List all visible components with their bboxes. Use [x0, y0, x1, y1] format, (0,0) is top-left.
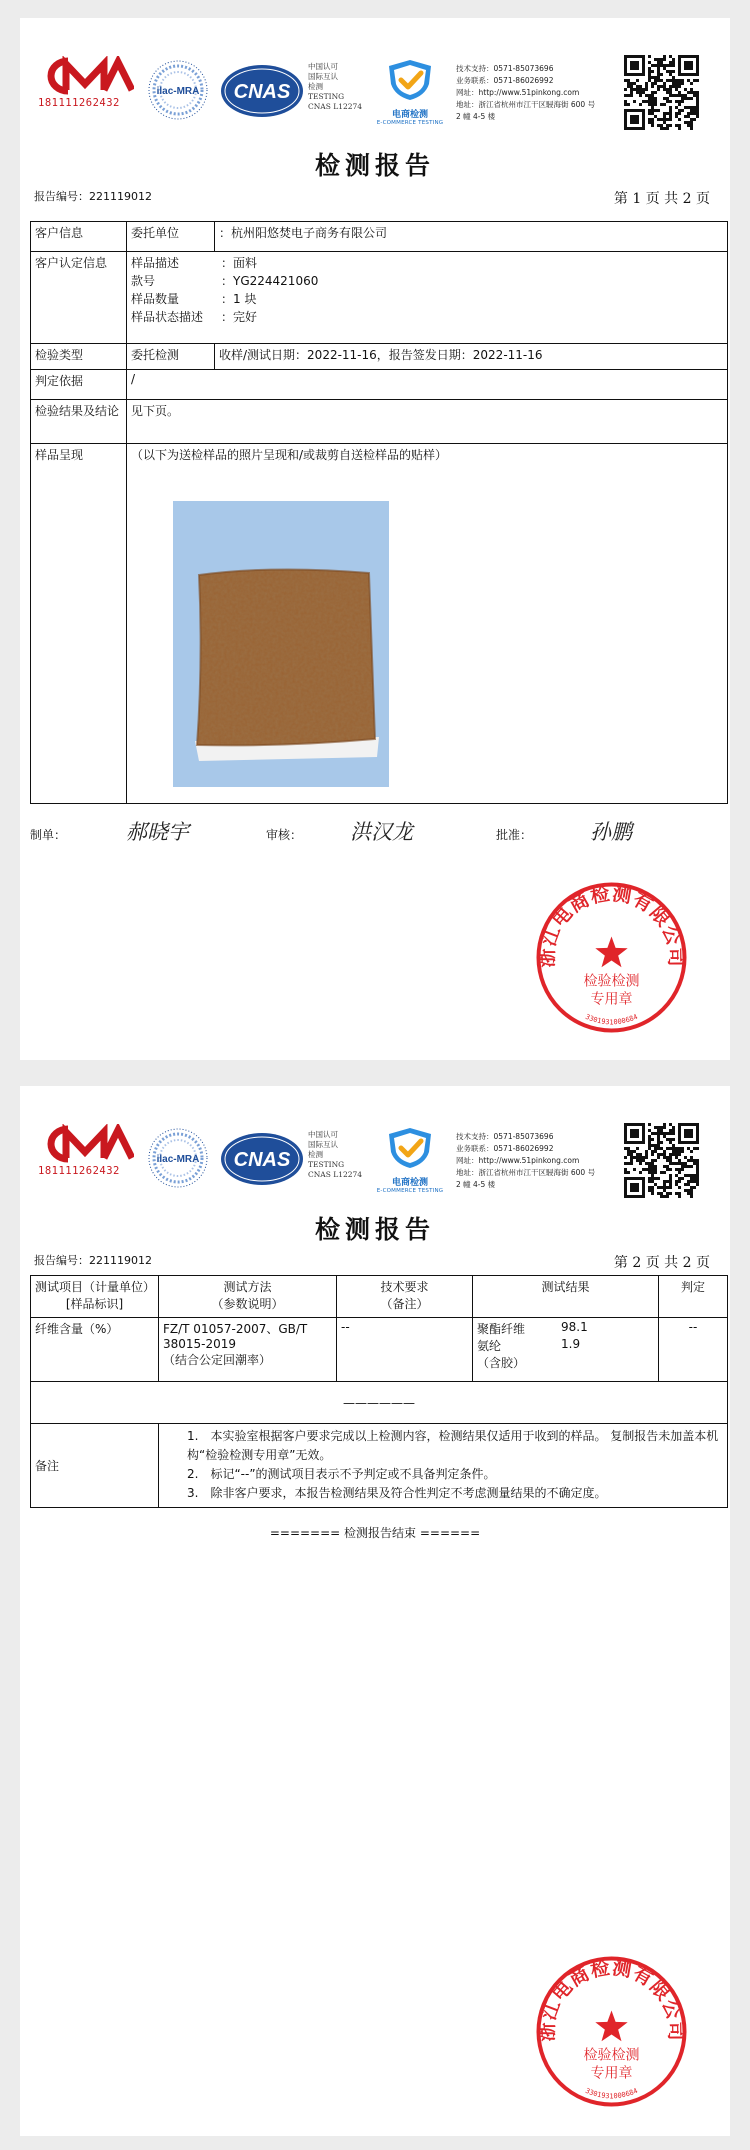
- page-indicator: 第 2 页 共 2 页: [613, 1255, 710, 1271]
- ecommerce-en: E-COMMERCE TESTING: [376, 1188, 444, 1194]
- seal-org-text: 浙江电商检测有限公司: [536, 882, 687, 968]
- accreditation-text: 中国认可 国际互认 检测 TESTING CNAS L12274: [308, 1130, 363, 1179]
- separator-line: ——————: [31, 1382, 728, 1424]
- table-row: [31, 1382, 728, 1424]
- sample-photo: [173, 501, 723, 787]
- test-results-table: [30, 1275, 728, 1508]
- maker-label: 制单：: [30, 828, 67, 842]
- approver-signature: 孙鹏: [590, 820, 632, 844]
- seal-code-text: 3301931000684: [584, 2086, 639, 2101]
- ecommerce-testing-logo: [375, 58, 445, 126]
- seal-center-text: 检验检测: [583, 973, 640, 990]
- official-seal-stamp: [534, 1954, 689, 2109]
- report-number: 报告编号：221119012: [34, 190, 152, 203]
- remarks-row: 备注 1. 本实验室根据客户要求完成以上检测内容，检测结果仅适用于收到的样品。 复制报告未加盖本机构“检验检测专用章”无效。 2. 标记“--”的测试项目表示不予判定或不具备判定条件。 3. 除非客户要求，本报告检测结果及符合性判定不考虑测量结果的不确定度。: [31, 1424, 728, 1508]
- ilac-mra-logo: [148, 60, 208, 120]
- ecommerce-cn: 电商检测: [391, 1178, 428, 1188]
- qr-code: [624, 1123, 699, 1198]
- qr-code: [624, 55, 699, 130]
- seal-center-text: 检验检测: [583, 2047, 640, 2064]
- ecommerce-cn: 电商检测: [391, 110, 428, 120]
- maker-signature: 郝晓宇: [126, 820, 189, 844]
- sample-note: （以下为送检样品的照片呈现和/或裁剪自送检样品的贴样）: [131, 448, 448, 462]
- cma-number: 181111262432: [38, 97, 120, 109]
- approver-label: 批准：: [496, 828, 533, 842]
- report-end-text: ======= 检测报告结束 ======: [269, 1526, 481, 1540]
- seal-bottom-text: 专用章: [590, 2065, 633, 2082]
- report-info-table: [30, 221, 728, 804]
- page-header: [20, 18, 730, 128]
- ilac-text: ilac-MRA: [156, 86, 200, 97]
- report-title: 检测报告: [314, 151, 435, 180]
- cnas-logo: [220, 1132, 304, 1190]
- cma-logo: [38, 1124, 138, 1177]
- report-number: 报告编号：221119012: [34, 1254, 152, 1267]
- table-row: 检验结果及结论 见下页。: [31, 400, 728, 444]
- ilac-text: ilac-MRA: [156, 1154, 200, 1165]
- contact-info: 技术支持：0571-85073696 业务联系：0571-86026992 网址：http://www.51pinkong.com 地址：浙江省杭州市江干区駸海街 600 号 2 幢 4-5 楼: [456, 1132, 596, 1189]
- table-header-row: 测试项目（计量单位） [样品标识] 测试方法 （参数说明） 技术要求 （备注） 测试结果 判定: [31, 1276, 728, 1318]
- ecommerce-en: E-COMMERCE TESTING: [376, 120, 444, 126]
- seal-org-text: 浙江电商检测有限公司: [536, 1956, 687, 2042]
- table-row: 纤维含量（%） FZ/T 01057-2007、GB/T 38015-2019 （结合公定回潮率） -- 聚酯纤维 98.1 氨纶 1.9 （含胶） --: [31, 1318, 728, 1382]
- reviewer-signature: 洪汉龙: [350, 820, 413, 844]
- ecommerce-testing-logo: [375, 1126, 445, 1194]
- accreditation-text: 中国认可 国际互认 检测 TESTING CNAS L12274: [308, 62, 363, 111]
- report-page-2: [20, 1086, 730, 2136]
- cma-number: 181111262432: [38, 1165, 120, 1177]
- seal-bottom-text: 专用章: [590, 991, 633, 1008]
- table-row: 客户认定信息 样品描述 款号 样品数量 样品状态描述 ：面料 ：YG224421060 ：1 块 ：完好: [31, 252, 728, 344]
- ilac-mra-logo: [148, 1128, 208, 1188]
- page-header: [20, 1086, 730, 1196]
- reviewer-label: 审核：: [266, 828, 303, 842]
- page-indicator: 第 1 页 共 2 页: [613, 191, 710, 207]
- official-seal-stamp: [534, 880, 689, 1035]
- cnas-logo: [220, 64, 304, 122]
- cma-logo: [38, 56, 138, 109]
- report-title: 检测报告: [314, 1215, 435, 1244]
- table-row: 判定依据 /: [31, 370, 728, 400]
- table-row: 样品呈现 （以下为送检样品的照片呈现和/或裁剪自送检样品的贴样）: [31, 444, 728, 804]
- report-page-1: [20, 18, 730, 1060]
- contact-info: 技术支持：0571-85073696 业务联系：0571-86026992 网址：http://www.51pinkong.com 地址：浙江省杭州市江干区駸海街 600 号 2 幢 4-5 楼: [456, 64, 596, 121]
- seal-code-text: 3301931000684: [584, 1012, 639, 1027]
- cnas-text: CNAS: [233, 1149, 291, 1171]
- table-row: 检验类型 委托检测 收样/测试日期：2022-11-16，报告签发日期：2022-11-16: [31, 344, 728, 370]
- table-row: 客户信息 委托单位 ：杭州阳悠焚电子商务有限公司: [31, 222, 728, 252]
- cnas-text: CNAS: [233, 81, 291, 103]
